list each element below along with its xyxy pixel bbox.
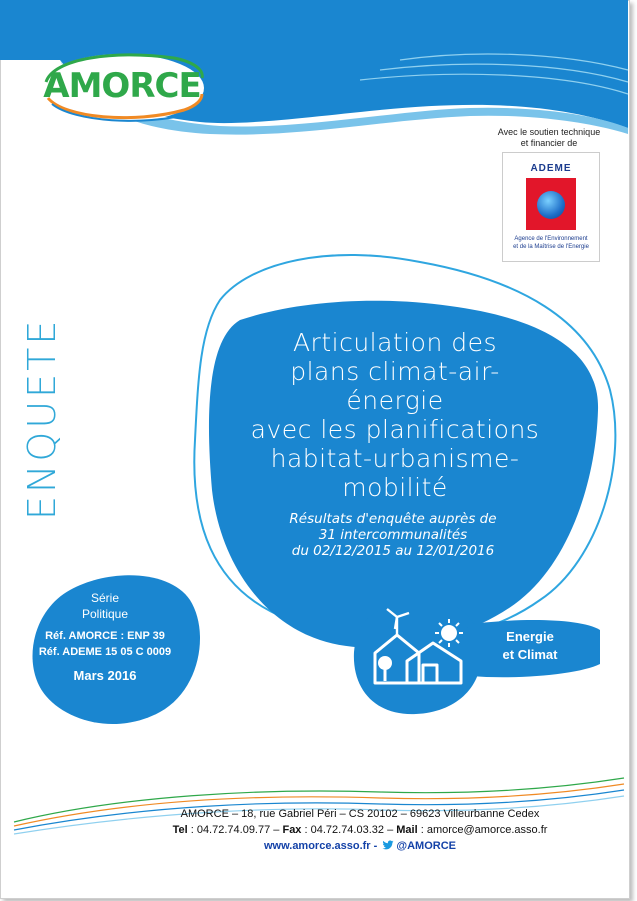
publication-date: Mars 2016: [73, 668, 137, 683]
title-line-6: mobilité: [342, 473, 448, 502]
title-line-3: énergie: [346, 386, 444, 415]
ref-ademe: Réf. ADEME 15 05 C 0009: [38, 646, 172, 658]
mail-label: Mail: [396, 824, 418, 836]
subtitle-line-2: 31 intercommunalités: [318, 527, 468, 543]
footer-separator: -: [370, 840, 381, 852]
house-icon: [357, 605, 477, 695]
title-line-4: avec les planifications: [250, 415, 540, 444]
twitter-icon[interactable]: [382, 839, 394, 851]
twitter-handle[interactable]: @AMORCE: [396, 840, 456, 852]
series-label-line2: Politique: [81, 607, 129, 621]
title-line-5: habitat-urbanisme-: [270, 444, 520, 473]
fax-label: Fax: [282, 824, 302, 836]
footer-contact: [110, 806, 610, 854]
website-link[interactable]: www.amorce.asso.fr: [264, 840, 371, 852]
ademe-name: ADEME: [530, 163, 572, 174]
subtitle-line-1: Résultats d'enquête auprès de: [289, 511, 497, 527]
side-label-enquete: ENQUETE: [20, 317, 64, 520]
document-subtitle: [248, 511, 538, 559]
tree-icon: [378, 656, 392, 681]
fax-value: : 04.72.74.03.32 –: [301, 824, 397, 836]
ademe-caption-line2: et de la Maîtrise de l'Energie: [513, 244, 589, 250]
support-note-line1: Avec le soutien technique: [497, 127, 601, 137]
wind-turbine-icon: [387, 609, 409, 635]
ademe-caption-line1: Agence de l'Environnement: [514, 236, 588, 242]
subtitle-line-3: du 02/12/2015 au 12/01/2016: [291, 543, 495, 559]
series-label-line1: Série: [90, 591, 119, 605]
sun-icon: [435, 619, 463, 647]
footer-address: AMORCE – 18, rue Gabriel Péri – CS 20102 – 69623 Villeurbanne Cedex: [180, 808, 540, 820]
tel-value: : 04.72.74.09.77 –: [187, 824, 283, 836]
ref-amorce: Réf. AMORCE : ENP 39: [45, 630, 165, 642]
mail-value: : amorce@amorce.asso.fr: [417, 824, 548, 836]
footer-web: [110, 838, 610, 854]
category-line1: Energie: [506, 629, 554, 644]
logo-text: AMORCE: [43, 66, 201, 106]
support-note-line2: et financier de: [520, 138, 578, 148]
footer-contacts: [110, 822, 610, 838]
category-tag: [481, 628, 579, 664]
document-title: [205, 328, 585, 502]
category-line2: et Climat: [502, 647, 558, 662]
tel-label: Tel: [172, 824, 188, 836]
title-line-1: Articulation des: [292, 328, 498, 357]
title-line-2: plans climat-air-: [290, 357, 500, 386]
series-info: [30, 590, 180, 684]
